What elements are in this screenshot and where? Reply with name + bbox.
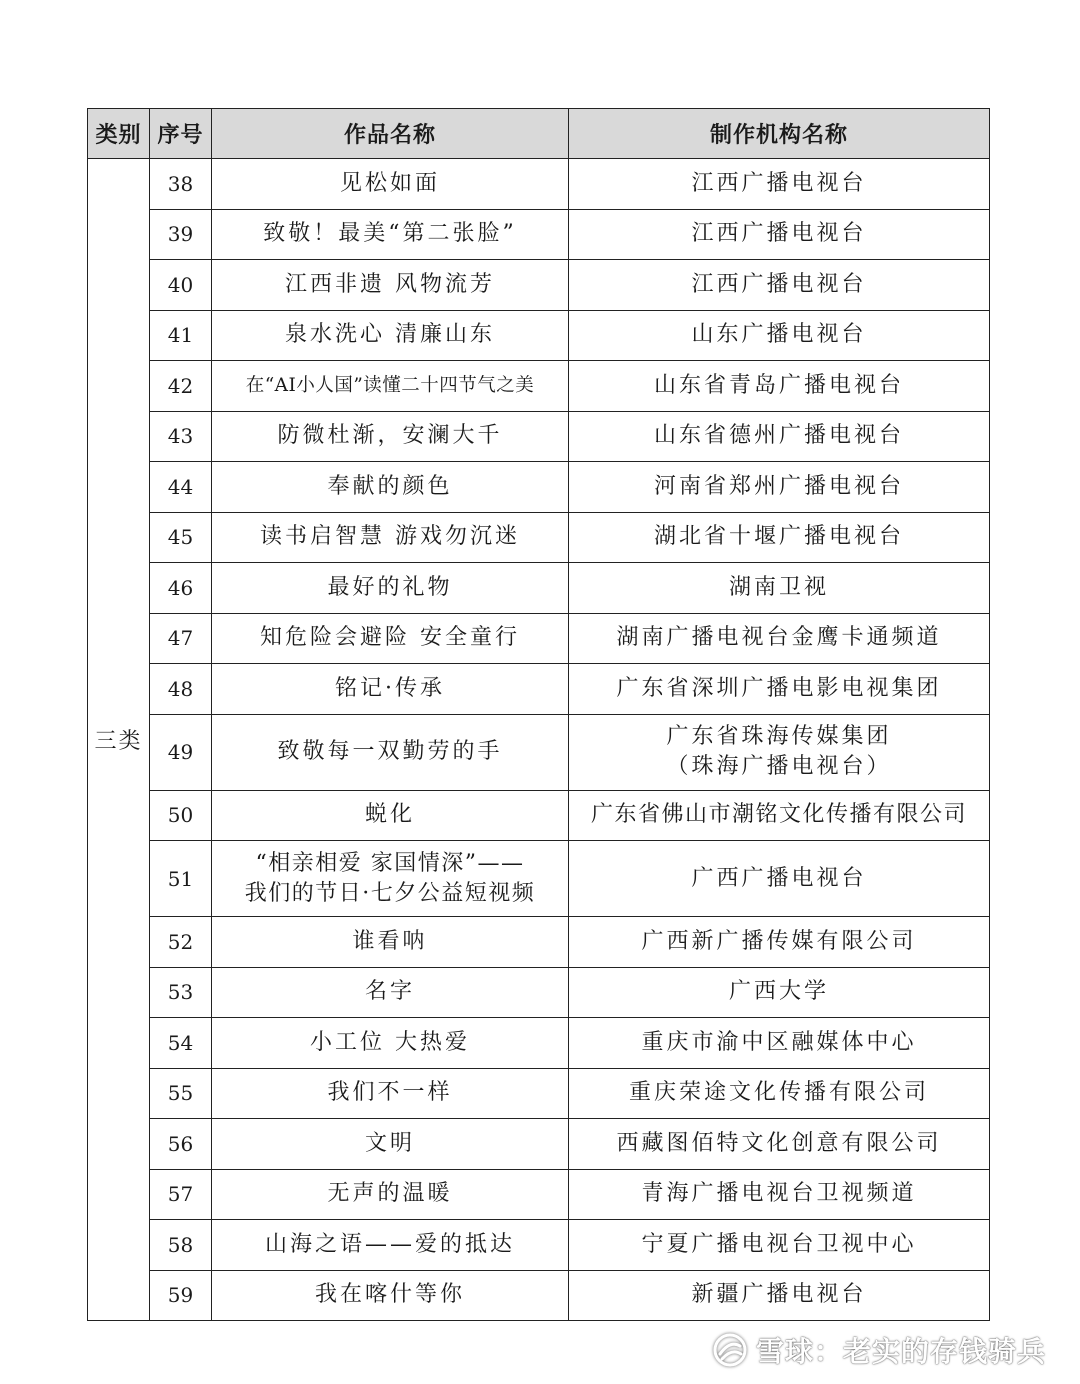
table-row <box>88 563 990 614</box>
table-row <box>88 1119 990 1170</box>
row-number: 50 <box>150 790 212 841</box>
category-cell: 三类 <box>88 159 150 1321</box>
work-title-line: 江西非遗 风物流芳 <box>285 271 495 297</box>
row-number: 52 <box>150 917 212 968</box>
header-producer: 制作机构名称 <box>569 109 990 159</box>
row-number: 59 <box>150 1270 212 1321</box>
row-number: 56 <box>150 1119 212 1170</box>
row-number: 38 <box>150 159 212 210</box>
row-number: 47 <box>150 613 212 664</box>
work-title-cell <box>212 411 569 462</box>
producer-cell <box>569 917 990 968</box>
work-title-line: 山海之语——爱的抵达 <box>264 1231 515 1257</box>
producer-line: 重庆荣途文化传播有限公司 <box>628 1080 929 1106</box>
table-header-row <box>88 109 990 159</box>
work-title-line: 我们不一样 <box>327 1080 453 1106</box>
producer-line: 江西广播电视台 <box>691 271 867 297</box>
producer-cell <box>569 563 990 614</box>
row-number: 41 <box>150 310 212 361</box>
work-title-line: 知危险会避险 安全童行 <box>260 625 520 651</box>
producer-cell <box>569 613 990 664</box>
row-number: 42 <box>150 361 212 412</box>
producer-line: 江西广播电视台 <box>691 170 867 196</box>
work-title-cell <box>212 462 569 513</box>
producer-line: 西藏图佰特文化创意有限公司 <box>616 1130 942 1156</box>
work-title-cell <box>212 1018 569 1069</box>
row-number: 49 <box>150 714 212 790</box>
work-title-line: 我在喀什等你 <box>314 1282 465 1308</box>
producer-line: 宁夏广播电视台卫视中心 <box>641 1231 917 1257</box>
work-title-cell <box>212 512 569 563</box>
table-row <box>88 917 990 968</box>
work-title-line: 致敬每一双勤劳的手 <box>277 739 503 764</box>
work-title-line: 文明 <box>364 1130 415 1156</box>
work-title-cell <box>212 790 569 841</box>
producer-line: 河南省郑州广播电视台 <box>653 473 904 499</box>
snowball-logo-icon <box>712 1332 748 1368</box>
work-title-line: 最好的礼物 <box>327 574 453 600</box>
producer-cell <box>569 841 990 917</box>
work-title-line: 名字 <box>364 979 415 1005</box>
work-title-cell <box>212 159 569 210</box>
producer-cell <box>569 159 990 210</box>
producer-line: 广西大学 <box>728 979 829 1005</box>
work-title-line: 在“AI小人国”读懂二十四节气之美 <box>245 374 535 396</box>
producer-cell <box>569 209 990 260</box>
producer-line: 广东省深圳广播电影电视集团 <box>616 675 942 701</box>
table-row <box>88 462 990 513</box>
header-work-title: 作品名称 <box>212 109 569 159</box>
producer-line: 江西广播电视台 <box>691 221 867 247</box>
table-row <box>88 411 990 462</box>
table-row <box>88 790 990 841</box>
row-number: 45 <box>150 512 212 563</box>
table-row <box>88 260 990 311</box>
work-title-cell <box>212 310 569 361</box>
work-title-cell <box>212 209 569 260</box>
table-row <box>88 664 990 715</box>
work-title-cell <box>212 714 569 790</box>
table-row <box>88 613 990 664</box>
row-number: 53 <box>150 967 212 1018</box>
table-row <box>88 714 990 790</box>
producer-line: 湖北省十堰广播电视台 <box>653 524 904 550</box>
table-row <box>88 1220 990 1271</box>
table-row <box>88 209 990 260</box>
table-body <box>88 159 990 1321</box>
work-title-line: 谁看呐 <box>352 928 428 954</box>
award-list-table <box>87 108 990 1321</box>
watermark-text: 雪球：老实的存钱骑兵 <box>755 1335 1046 1368</box>
row-number: 57 <box>150 1169 212 1220</box>
row-number: 55 <box>150 1068 212 1119</box>
producer-line: 重庆市渝中区融媒体中心 <box>641 1029 917 1055</box>
producer-line: 青海广播电视台卫视频道 <box>641 1181 917 1207</box>
header-category: 类别 <box>88 109 150 159</box>
producer-line: 广东省珠海传媒集团 <box>666 724 892 749</box>
producer-cell <box>569 967 990 1018</box>
producer-cell <box>569 512 990 563</box>
work-title-line: “相亲相爱 家国情深”—— <box>255 850 525 876</box>
producer-line: 湖南广播电视台金鹰卡通频道 <box>616 625 942 651</box>
work-title-cell <box>212 1068 569 1119</box>
work-title-line: 无声的温暖 <box>327 1181 453 1207</box>
row-number: 43 <box>150 411 212 462</box>
producer-cell <box>569 1270 990 1321</box>
work-title-line: 小工位 大热爱 <box>310 1029 470 1055</box>
work-title-cell <box>212 1169 569 1220</box>
work-title-line: 我们的节日·七夕公益短视频 <box>244 880 536 906</box>
table-row <box>88 159 990 210</box>
work-title-cell <box>212 1119 569 1170</box>
producer-cell <box>569 1119 990 1170</box>
producer-cell <box>569 411 990 462</box>
producer-cell <box>569 1068 990 1119</box>
work-title-line: 读书启智慧 游戏勿沉迷 <box>260 524 520 550</box>
producer-line: 湖南卫视 <box>728 574 829 600</box>
producer-cell <box>569 664 990 715</box>
producer-cell <box>569 462 990 513</box>
table-row <box>88 361 990 412</box>
producer-line: 山东省德州广播电视台 <box>653 423 904 449</box>
work-title-line: 蜕化 <box>364 802 415 828</box>
row-number: 48 <box>150 664 212 715</box>
work-title-line: 见松如面 <box>339 170 440 196</box>
work-title-cell <box>212 664 569 715</box>
table-row <box>88 1270 990 1321</box>
work-title-cell <box>212 361 569 412</box>
table-row <box>88 841 990 917</box>
work-title-cell <box>212 1270 569 1321</box>
table-row <box>88 1018 990 1069</box>
producer-cell <box>569 1220 990 1271</box>
producer-line: 山东省青岛广播电视台 <box>653 372 904 398</box>
work-title-cell <box>212 260 569 311</box>
work-title-line: 致敬！最美“第二张脸” <box>263 221 517 247</box>
row-number: 39 <box>150 209 212 260</box>
row-number: 51 <box>150 841 212 917</box>
work-title-cell <box>212 841 569 917</box>
producer-cell <box>569 260 990 311</box>
work-title-cell <box>212 1220 569 1271</box>
work-title-line: 奉献的颜色 <box>327 473 453 499</box>
work-title-cell <box>212 613 569 664</box>
producer-cell <box>569 714 990 790</box>
row-number: 46 <box>150 563 212 614</box>
table-row <box>88 512 990 563</box>
work-title-line: 防微杜渐，安澜大千 <box>277 423 503 449</box>
work-title-cell <box>212 917 569 968</box>
producer-cell <box>569 361 990 412</box>
row-number: 44 <box>150 462 212 513</box>
row-number: 58 <box>150 1220 212 1271</box>
work-title-line: 铭记·传承 <box>335 675 445 701</box>
producer-cell <box>569 1169 990 1220</box>
watermark <box>712 1330 1046 1370</box>
work-title-cell <box>212 563 569 614</box>
producer-line: 山东广播电视台 <box>691 322 867 348</box>
row-number: 40 <box>150 260 212 311</box>
work-title-cell <box>212 967 569 1018</box>
producer-line: 广西广播电视台 <box>691 865 867 891</box>
producer-cell <box>569 790 990 841</box>
table-row <box>88 310 990 361</box>
producer-line: （珠海广播电视台） <box>666 754 892 779</box>
producer-cell <box>569 310 990 361</box>
table-row <box>88 1068 990 1119</box>
table-row <box>88 967 990 1018</box>
producer-cell <box>569 1018 990 1069</box>
producer-line: 新疆广播电视台 <box>691 1282 867 1308</box>
producer-line: 广西新广播传媒有限公司 <box>641 928 917 954</box>
work-title-line: 泉水洗心 清廉山东 <box>285 322 495 348</box>
producer-line: 广东省佛山市潮铭文化传播有限公司 <box>590 802 967 828</box>
header-number: 序号 <box>150 109 212 159</box>
table-row <box>88 1169 990 1220</box>
row-number: 54 <box>150 1018 212 1069</box>
